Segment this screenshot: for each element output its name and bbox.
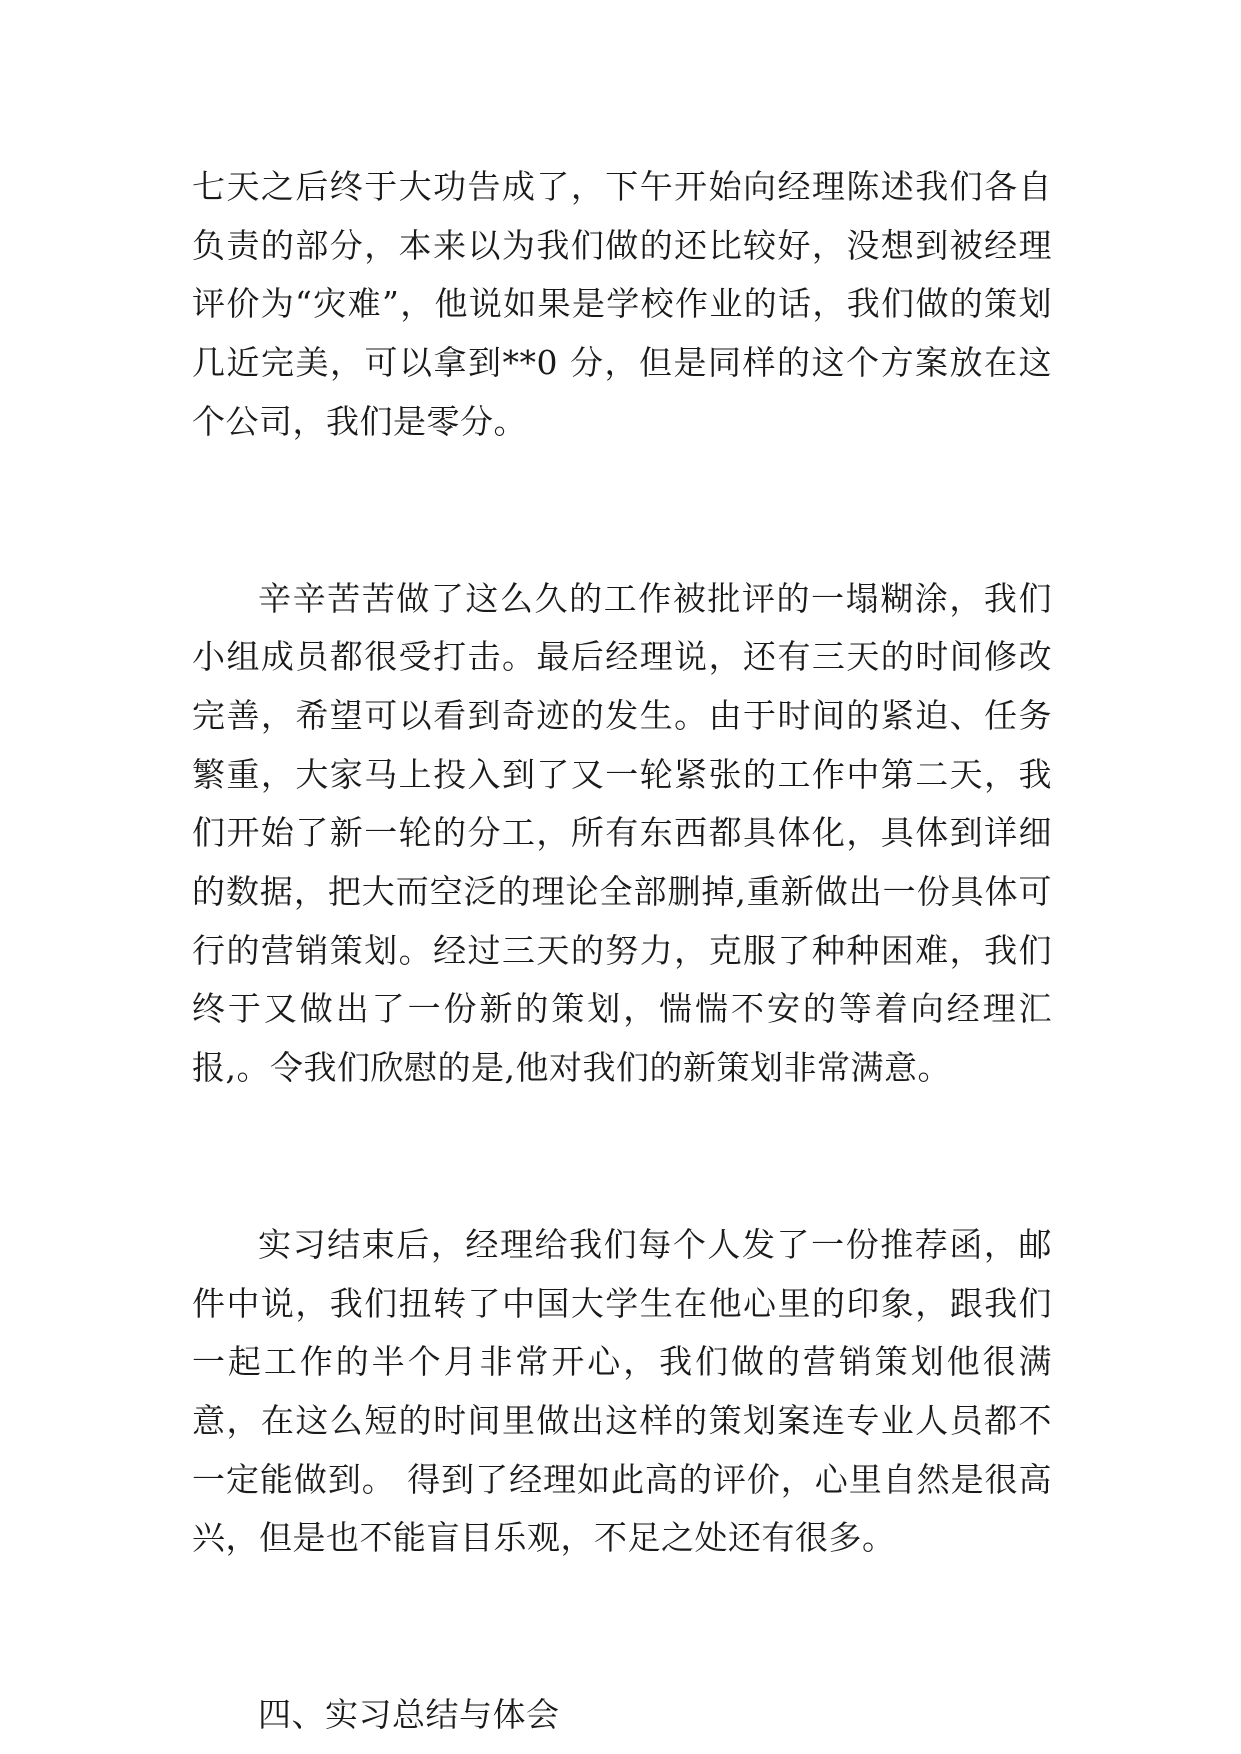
section-heading: 四、实习总结与体会 <box>258 1695 560 1735</box>
paragraph-1: 七天之后终于大功告成了，下午开始向经理陈述我们各自负责的部分，本来以为我们做的还比较好，没想到被经理评价为“灾难”，他说如果是学校作业的话，我们做的策划几近完美，可以拿到**0 分，但是同样的这个方案放在这个公司，我们是零分。 <box>192 167 1052 441</box>
paragraph-3: 实习结束后，经理给我们每个人发了一份推荐函，邮件中说，我们扭转了中国大学生在他心里的印象，跟我们一起工作的半个月非常开心，我们做的营销策划他很满意，在这么短的时间里做出这样的策划案连专业人员都不一定能做到。 得到了经理如此高的评价，心里自然是很高兴，但是也不能盲目乐观，不足之处还有很多。 <box>192 1224 1052 1558</box>
document-body <box>192 158 1052 1745</box>
paragraph-2: 辛辛苦苦做了这么久的工作被批评的一塌糊涂，我们小组成员都很受打击。最后经理说，还有三天的时间修改完善，希望可以看到奇迹的发生。由于时间的紧迫、任务繁重，大家马上投入到了又一轮紧张的工作中第二天，我们开始了新一轮的分工，所有东西都具体化，具体到详细的数据，把大而空泛的理论全部删掉,重新做出一份具体可行的营销策划。经过三天的努力，克服了种种困难，我们终于又做出了一份新的策划，惴惴不安的等着向经理汇报,。令我们欣慰的是,他对我们的新策划非常满意。 <box>192 578 1052 1088</box>
